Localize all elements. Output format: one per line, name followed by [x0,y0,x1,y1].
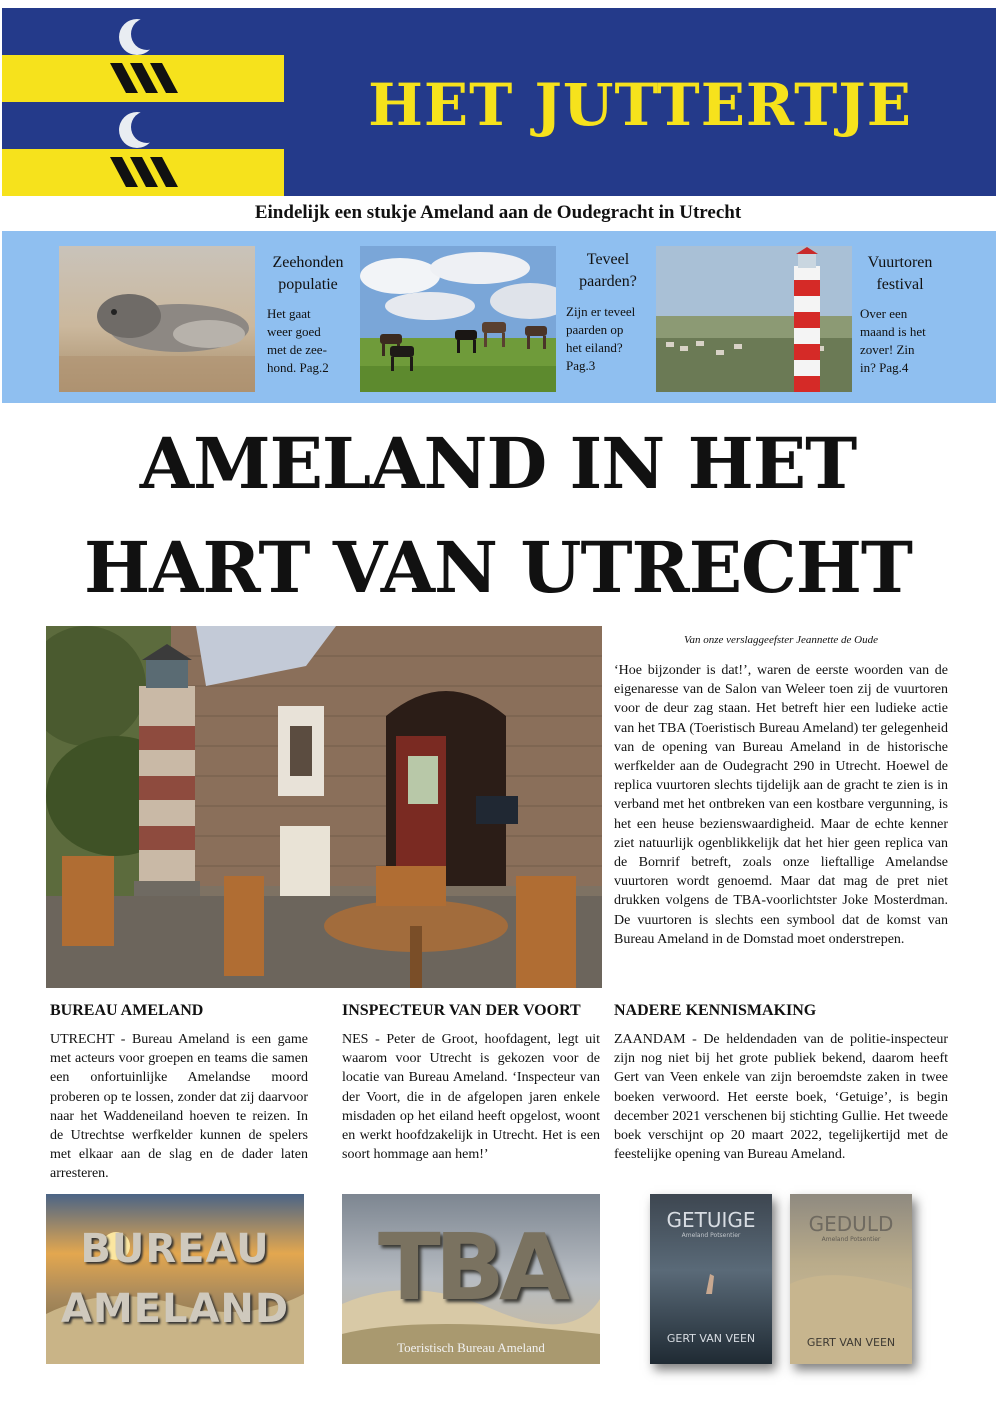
teaser-line: Zijn er teveel [566,304,636,319]
headline-line: HART VAN UTRECHT [84,526,912,609]
column-heading-inspecteur: INSPECTEUR VAN DER VOORT [342,1002,581,1019]
teaser-line: hond. Pag.2 [267,360,329,375]
teaser-title-line: Zeehonden [272,254,344,271]
teaser-title-line: Teveel [586,251,630,268]
tagline: Eindelijk een stukje Ameland aan de Oudegracht in Utrecht [254,202,742,223]
newspaper-title: HET JUTTERTJE [368,71,912,139]
teaser-line: zover! Zin [860,342,915,357]
column-text-bureau: UTRECHT - Bureau Ameland is een game met acteurs voor groepen en teams die samen een onfortuinlijke Amelandse moord proberen op te lossen, zonder dat zij daarvoor naar het Waddeneiland hoeven te reizen. In de Utrechtse werfkelder kunnen de spelers met elkaar aan de slag en de dader laten arresteren. [50,1032,308,1182]
ameland-flag [2,8,284,196]
teaser-title-1 [262,252,354,296]
flag-emblem-icon [2,8,284,196]
book2-title: GEDULD [808,1212,894,1236]
teaser-line: in? Pag.4 [860,360,909,375]
dune-sunset-icon [46,1194,304,1364]
tba-logo-image[interactable] [342,1194,600,1364]
teaser-line: het eiland? [566,340,623,355]
book1-author: GERT VAN VEEN [666,1332,756,1345]
book-getuige-cover[interactable] [650,1194,772,1364]
bureau-ameland-logo-image[interactable] [46,1194,304,1364]
teaser-line: Pag.3 [566,358,596,373]
lighthouse-courtyard-photo[interactable] [46,626,602,988]
bureau-logo-line: BUREAU [80,1226,270,1272]
book1-title: GETUIGE [666,1208,756,1232]
tba-caption: Toeristisch Bureau Ameland [397,1340,545,1355]
column-text-kennismaking: ZAANDAM - De heldendaden van de politie-inspecteur zijn nog niet bij het grote publiek bekend, daarom heeft Gert van Veen enkele van zijn beroemdste zaken in twee boeken verwoord. Het eerste boek, ‘Getuige’, is begin december 2021 verschenen bij stichting Gullie. Het tweede boek verschijnt op 20 maart 2022, tegelijkertijd met de feestelijke opening van Bureau Ameland. [614,1032,948,1163]
column-heading-bureau: BUREAU AMELAND [50,1002,204,1019]
main-headline [0,412,996,620]
teaser-body-3 [860,305,950,377]
teaser-title-line: paarden? [579,273,637,290]
column-text-inspecteur: NES - Peter de Groot, hoofdagent, legt uit waarom voor Utrecht is gekozen voor de locatie van Bureau Ameland. ‘Inspecteur van der Voort, die in de afgelopen jaren enkele misdaden op het eiland heeft opgelost, woont en werkt hoofdzakelijk in Utrecht. Het is een soort hommage aan hem!’ [342,1032,600,1163]
headline-line: AMELAND IN HET [139,422,857,505]
teaser-body-1 [267,305,357,377]
teaser-title-line: populatie [278,276,338,293]
teaser-line: maand is het [860,324,926,339]
teaser-title-2 [562,249,654,293]
book1-subtitle: Ameland Potsentier [681,1232,741,1239]
teaser-line: Het gaat [267,306,311,321]
byline: Van onze verslaggeefster Jeannette de Oude [684,634,878,646]
teaser-line: met de zee- [267,342,327,357]
bureau-logo-line: AMELAND [60,1286,290,1332]
teaser-body-2 [566,303,652,375]
teaser-line: paarden op [566,322,624,337]
teaser-title-line: festival [876,276,924,293]
teaser-line: weer goed [267,324,321,339]
book2-author: GERT VAN VEEN [806,1336,896,1349]
teaser-title-line: Vuurtoren [867,254,933,271]
book-geduld-cover[interactable] [790,1194,912,1364]
book2-subtitle: Ameland Potsentier [821,1236,881,1243]
lighthouse-photo[interactable] [656,246,852,392]
tba-logo-letters: TBA [377,1214,565,1321]
teaser-line: Over een [860,306,908,321]
horses-photo[interactable] [360,246,556,392]
seal-photo[interactable] [59,246,255,392]
column-heading-kennismaking: NADERE KENNISMAKING [614,1002,817,1019]
teaser-title-3 [854,252,946,296]
lead-article-text: ‘Hoe bijzonder is dat!’, waren de eerste woorden van de eigenaresse van de Salon van Weleer toen zij de vuurtoren voor de deur zag staan. Het betreft hier een ludieke actie van het TBA (Toeristisch Bureau Ameland) ter gelegenheid van de opening van Bureau Ameland in de historische werfkelder aan de Oudegracht 290 in Utrecht. Hoewel de replica vuurtoren slechts tijdelijk aan de gracht te zien is in verband met het ontbreken van een kostbare vergunning, is het een heuse bezienswaardigheid. Maar de echte kenner ziet natuurlijk ogenblikkelijk dat het hier geen replica van de Bornrif betreft, zoals onze lieftallige Amelandse vuurtoren wordt genoemd. Maar dat mag de pret niet drukken volgens de TBA-voorlichtster Joke Mosterdman. De vuurtoren is slechts een symbool dat de komst van Bureau Ameland in de Domstad moet onderstrepen. [614,663,948,947]
